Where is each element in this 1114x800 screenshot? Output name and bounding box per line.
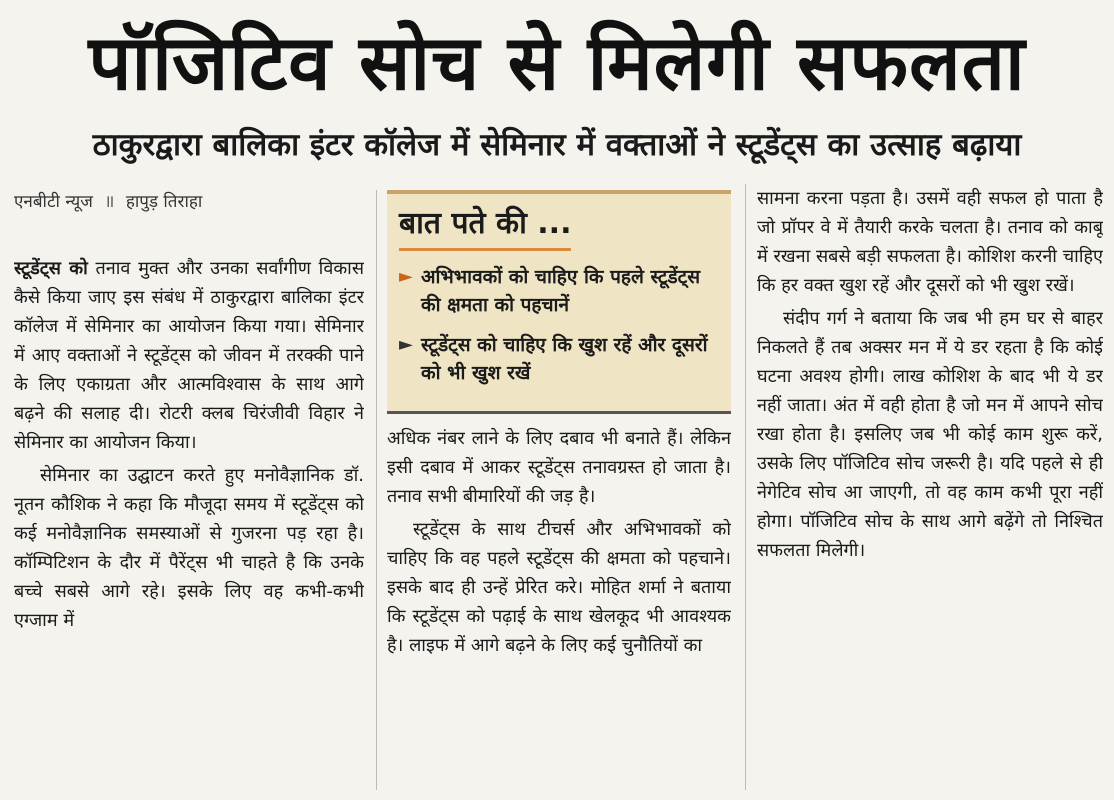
key-point-text: स्टूडेंट्स को चाहिए कि खुश रहें और दूसरों को भी खुश रखें [421,334,708,384]
key-points-box [387,190,731,414]
column2-paragraph-2: स्टूडेंट्स के साथ टीचर्स और अभिभावकों को चाहिए कि वह पहले स्टूडेंट्स की क्षमता को पहचाने। इसके बाद ही उन्हें प्रेरित करे। मोहित शर्मा ने बताया कि स्टूडेंट्स को पढ़ाई के साथ खेलकूद भी आवश्यक है। लाइफ में आगे बढ़ने के लिए कई चुनौतियों का [387,519,731,656]
lead-word: स्टूडेंट्स को [14,258,88,279]
arrow-icon: ► [399,334,413,355]
column-divider [745,184,746,790]
byline-separator: ॥ [104,192,115,212]
key-points-title: बात पते की ... [399,204,571,251]
arrow-icon: ► [399,266,413,287]
key-point [399,331,719,387]
column2-paragraph-1: अधिक नंबर लाने के लिए दबाव भी बनाते हैं। लेकिन इसी दबाव में आकर स्टूडेंट्स तनावग्रस्त हो जाता है। तनाव सभी बीमारियों की जड़ है। [387,428,731,507]
article-column-1 [14,254,364,794]
column1-paragraph-2: सेमिनार का उद्घाटन करते हुए मनोवैज्ञानिक डॉ. नूतन कौशिक ने कहा कि मौजूदा समय में स्टूडेंट्स को कई मनोवैज्ञानिक समस्याओं से गुजरना पड़ रहा है। कॉम्पिटिशन के दौर में पैरेंट्स भी चाहते है कि उनके बच्चे सबसे आगे रहे। इसके लिए वह कभी-कभी एग्जाम में [14,465,364,631]
column3-paragraph-2: संदीप गर्ग ने बताया कि जब भी हम घर से बाहर निकलते हैं तब अक्सर मन में ये डर रहता है कि कोई घटना अवश्य होगी। लाख कोशिश के बाद भी ये डर नहीं जाता। अंत में वही होता है जो मन में आपने सोच रखा होता है। इसलिए जब भी कोई काम शुरू करें, उसके लिए पॉजिटिव सोच जरूरी है। यदि पहले से ही नेगेटिव सोच आ जाएगी, तो वह काम कभी पूरा नहीं होगा। पॉजिटिव सोच के साथ आगे बढ़ेंगे तो निश्चित सफलता मिलेगी। [757,308,1103,561]
byline-source: एनबीटी न्यूज [14,192,93,212]
column1-paragraph-1-text: तनाव मुक्त और उनका सर्वांगीण विकास कैसे किया जाए इस संबंध में ठाकुरद्वारा बालिका इंटर कॉलेज में सेमिनार का आयोजन किया गया। सेमिनार में आए वक्ताओं ने स्टूडेंट्स को जीवन में तरक्की पाने के लिए एकाग्रता और आत्मविश्वास के साथ आगे बढ़ने की सलाह दी। रोटरी क्लब चिरंजीवी विहार ने सेमिनार का आयोजन किया। [14,258,364,453]
byline-location: हापुड़ तिराहा [125,192,203,212]
article-column-2 [387,424,731,794]
column-divider [376,190,377,790]
column3-paragraph-1: सामना करना पड़ता है। उसमें वही सफल हो पाता है जो प्रॉपर वे में तैयारी करके चलता है। तनाव को काबू में रखना सबसे बड़ी सफलता है। कोशिश करनी चाहिए कि हर वक्त खुश रहें और दूसरों को भी खुश रखें। [757,188,1103,296]
key-point-text: अभिभावकों को चाहिए कि पहले स्टूडेंट्स की क्षमता को पहचानें [421,266,701,316]
subheadline: ठाकुरद्वारा बालिका इंटर कॉलेज में सेमिनार में वक्ताओं ने स्टूडेंट्स का उत्साह बढ़ाया [92,127,1022,163]
key-point [399,263,719,319]
article-column-3 [757,184,1103,796]
byline [14,188,374,216]
column1-paragraph-1 [14,254,364,457]
headline: पॉजिटिव सोच से मिलेगी सफलता [88,18,1026,107]
